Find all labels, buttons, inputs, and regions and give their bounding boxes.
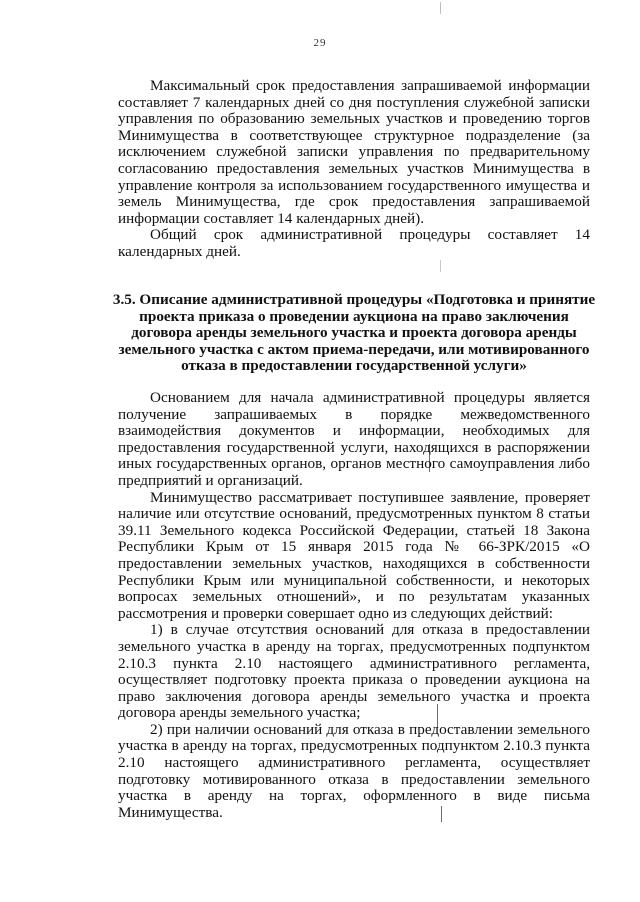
section-body [118, 390, 590, 821]
list-item-with-grounds: 2) при наличии оснований для отказа в предоставлении земельного участка в аренду на торгах, предусмотренных подпунктом 2.10.3 пункта 2.10 настоящего административного регламента, осуществляет подготовку мотивированного отказа в предоставлении земельного участка в аренду на торгах, оформленного в виде письма Минимущества. [118, 720, 590, 821]
section-heading: 3.5. Описание административной процедуры «Подготовка и принятие проекта приказа о проведении аукциона на право заключения договора аренды земельного участка и проекта договора аренды земельного участка с актом приема-передачи, или мотивированного отказа в предоставлении государственной услуги» [112, 291, 596, 375]
paragraph-max-term: Максимальный срок предоставления запрашиваемой информации составляет 7 календарных дней со дня поступления служебной записки управления по образованию земельных участков и проведению торгов Минимущества в соответствующее структурное подразделение (за исключением служебной записки управления по предварительному согласованию предоставления земельных участков Минимущества в управление контроля за использованием государственного имущества и земель Минимущества, где срок предоставления запрашиваемой информации составляет 14 календарных дней). [118, 77, 590, 227]
intro-text-block [118, 78, 590, 261]
paragraph-review: Минимущество рассматривает поступившее заявление, проверяет наличие или отсутствие оснований, предусмотренных пунктом 8 статьи 39.11 Земельного кодекса Российской Федерации, статьей 18 Закона Республики Крым от 15 января 2015 года № 66-ЗРК/2015 «О предоставлении земельных участков, находящихся в собственности Республики Крым или муниципальной собственности, и некоторых вопросах земельных отношений», и по результатам указанных рассмотрения и проверки совершает одно из следующих действий: [118, 488, 590, 622]
paragraph-total-term: Общий срок административной процедуры составляет 14 календарных дней. [118, 226, 590, 260]
list-item-no-grounds: 1) в случае отсутствия оснований для отказа в предоставлении земельного участка в аренду на торгах, предусмотренных подпунктом 2.10.3 пункта 2.10 настоящего административного регламента, осуществляет подготовку проекта приказа о проведении аукциона на право заключения договора аренды земельного участка и проекта договора аренды земельного участка; [118, 621, 590, 722]
scan-artifact-line [440, 2, 441, 14]
page-number: 29 [313, 37, 327, 49]
scan-artifact-line [440, 260, 441, 272]
paragraph-grounds: Основанием для начала административной процедуры является получение запрашиваемых в порядке межведомственного взаимодействия документов и информации, необходимых для предоставления государственной услуги, находящихся в распоряжении иных государственных органов, органов местного самоуправления либо предприятий и организаций. [118, 389, 590, 489]
